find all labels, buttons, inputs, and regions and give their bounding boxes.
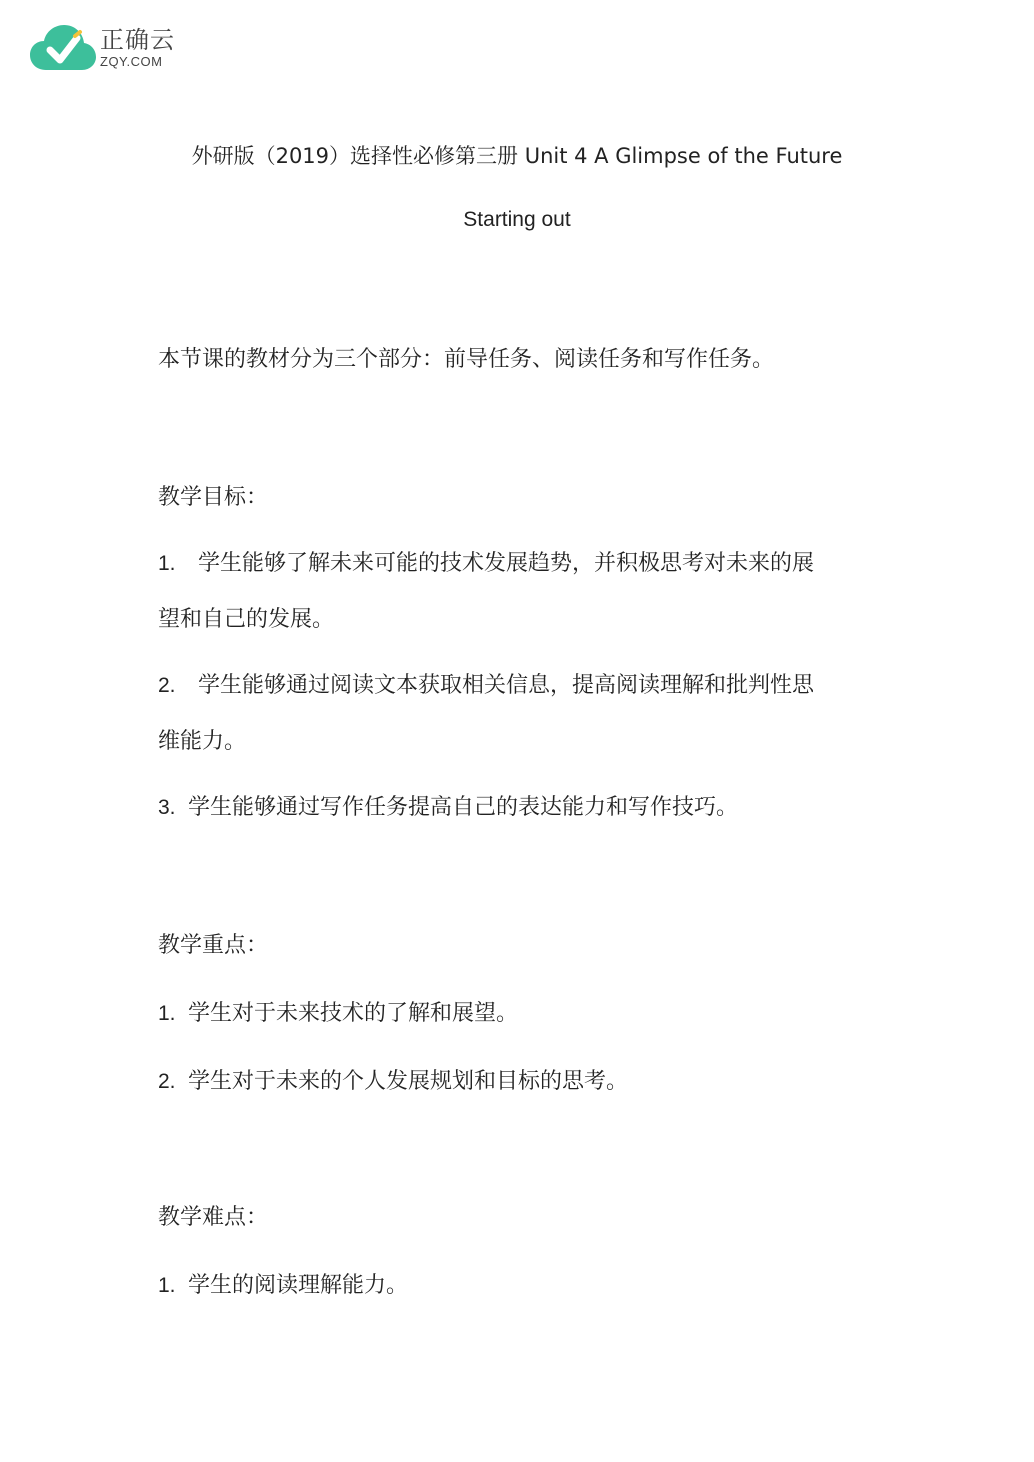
list-number: 2.	[158, 674, 176, 697]
list-number: 3.	[158, 796, 176, 819]
objective-item-2-continued: 维能力。	[158, 729, 247, 754]
key-point-item-2	[158, 1064, 888, 1095]
list-text: 学生能够通过写作任务提高自己的表达能力和写作技巧。	[188, 795, 739, 820]
difficulty-item-1	[158, 1268, 888, 1299]
list-text: 学生对于未来技术的了解和展望。	[188, 1001, 519, 1026]
logo-name: 正确云	[100, 26, 175, 54]
list-number: 2.	[158, 1070, 176, 1093]
objective-item-2	[158, 668, 888, 699]
key-points-heading: 教学重点：	[158, 933, 269, 958]
list-number: 1.	[158, 1002, 176, 1025]
document-title: 外研版（2019）选择性必修第三册 Unit 4 A Glimpse of the Future	[191, 144, 843, 168]
list-number: 1.	[158, 1274, 176, 1297]
logo-domain: ZQY.COM	[100, 54, 163, 69]
brand-logo	[30, 22, 175, 74]
list-text: 学生能够通过阅读文本获取相关信息，提高阅读理解和批判性思	[198, 673, 815, 698]
objective-item-1	[158, 546, 888, 577]
document-subtitle: Starting out	[463, 208, 571, 231]
difficulties-heading: 教学难点：	[158, 1205, 269, 1230]
objectives-heading: 教学目标：	[158, 485, 269, 510]
objective-item-3	[158, 790, 888, 821]
key-point-item-1	[158, 996, 888, 1027]
list-text: 学生对于未来的个人发展规划和目标的思考。	[188, 1069, 629, 1094]
objective-item-1-continued: 望和自己的发展。	[158, 607, 335, 632]
cloud-check-icon	[30, 24, 96, 72]
list-text: 学生能够了解未来可能的技术发展趋势，并积极思考对未来的展	[198, 551, 815, 576]
intro-paragraph: 本节课的教材分为三个部分：前导任务、阅读任务和写作任务。	[158, 347, 775, 372]
list-text: 学生的阅读理解能力。	[188, 1273, 409, 1298]
list-number: 1.	[158, 552, 176, 575]
